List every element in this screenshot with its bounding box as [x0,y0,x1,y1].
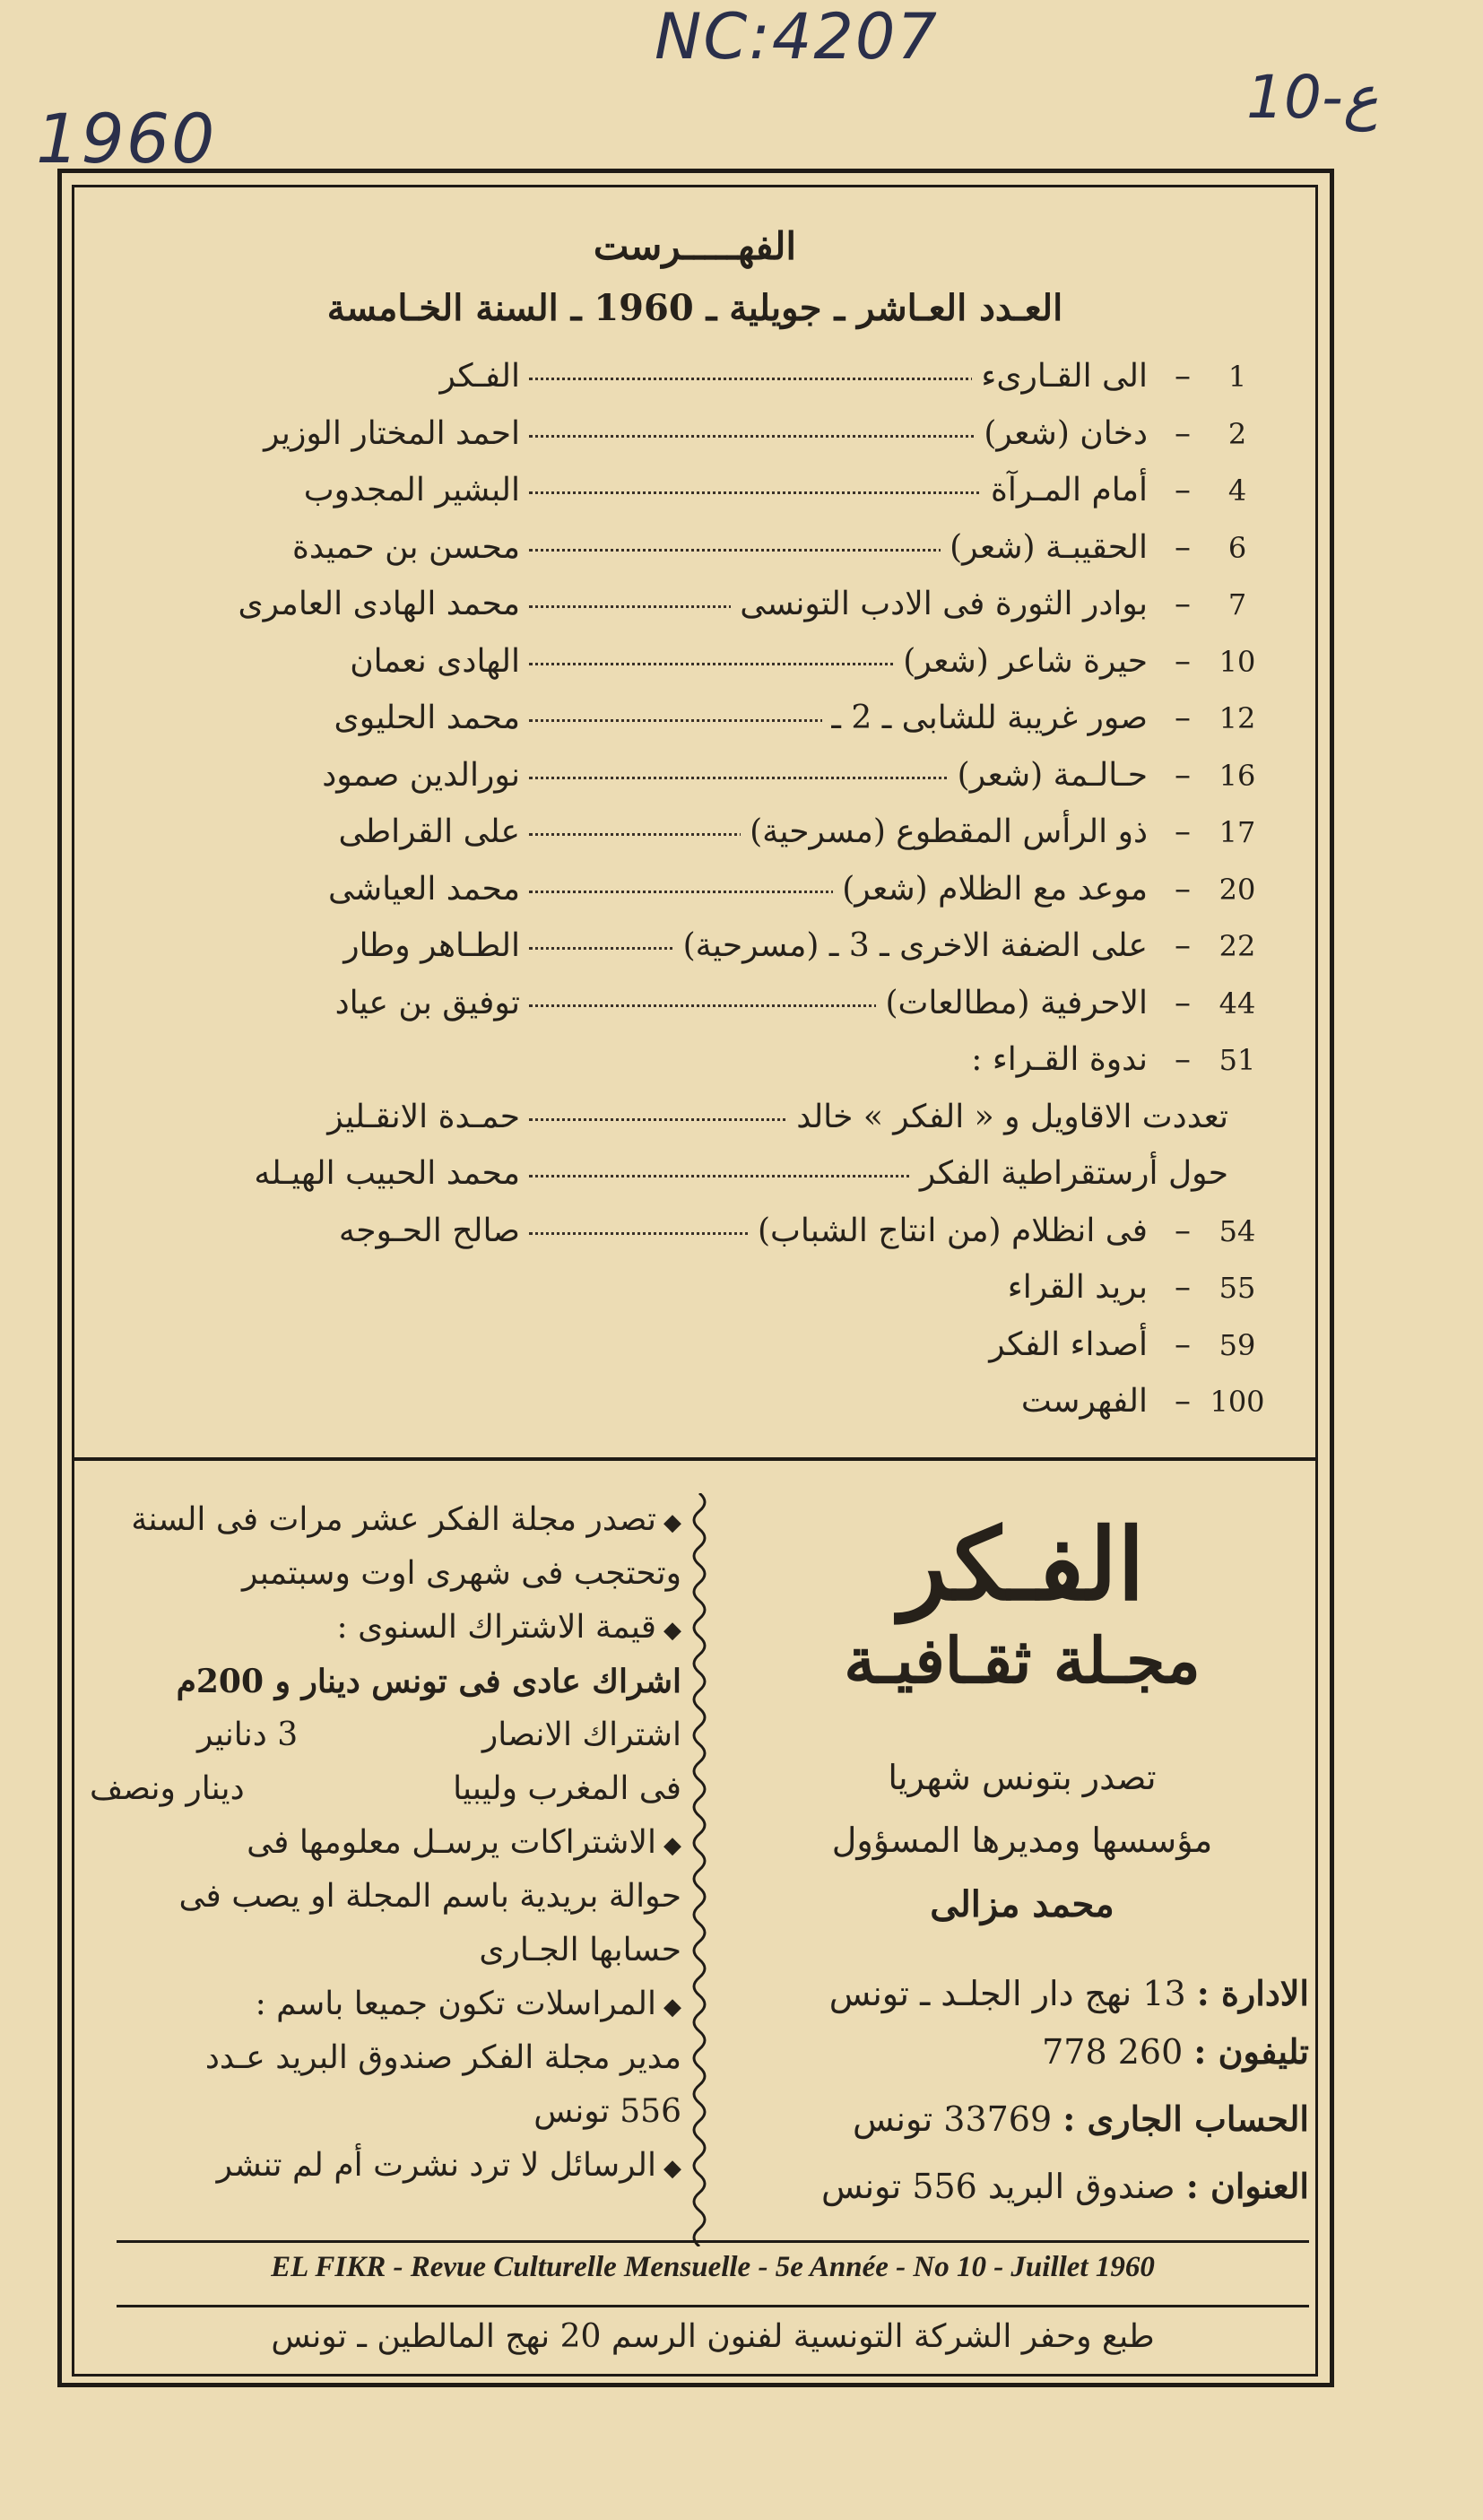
phone-value: 260 778 [1042,2032,1184,2072]
toc-entry [117,924,1282,981]
wavy-divider [681,1493,717,2246]
toc-page-number: 59 [1218,1327,1256,1362]
divider [72,1457,1318,1461]
toc-entry [117,526,1282,583]
toc-entry-author: الطـاهر وطار [343,927,520,964]
toc-dash: – [1175,1325,1191,1363]
toc-page-number: 4 [1227,474,1247,508]
account-value: 33769 تونس [852,2099,1053,2139]
toc-entry-title: بوادر الثورة فى الادب التونسى [731,586,1148,622]
toc-entry-title: ذو الرأس المقطوع (مسرحية) [741,813,1148,850]
account-line [717,2099,1309,2139]
price-row [90,1762,681,1816]
toc-page-number: 7 [1227,587,1247,621]
toc-entry-author: محمد الهادى العامرى [238,586,520,622]
diamond-icon: ◆ [663,1617,681,1644]
admin-value: 13 نهج دار الجلـد ـ تونس [828,1974,1186,2013]
toc-entry-title: على الضفة الاخرى ـ 3 ـ (مسرحية) [674,927,1148,964]
toc-entry [117,1323,1282,1380]
price-value: 3 دنانير [197,1716,299,1753]
toc-page-number: 22 [1218,929,1256,963]
note-line: ◆المراسلات تكون جميعا باسم : [255,1986,681,2022]
toc-page-number: 10 [1218,644,1256,679]
toc-entry-title: ندوة القـراء : [962,1041,1148,1078]
toc-entry [117,1151,1282,1209]
publication-frequency: تصدر بتونس شهريا [888,1758,1157,1797]
toc-dash: – [1175,1269,1191,1306]
toc-entry [117,1209,1282,1266]
toc-entry [117,696,1282,753]
toc-entry-title: تعددت الاقاويل و « الفكر » خالد [787,1099,1228,1135]
toc-entry [117,1379,1282,1437]
toc-page-number: 6 [1227,530,1247,565]
note-line: ◆الرسائل لا ترد نشرت أم لم تنشر [216,2147,681,2184]
printer-credit: طبع وحفر الشركة التونسية لفنون الرسم 20 نهج المالطين ـ تونس [271,2318,1155,2355]
toc-entry-title: الاحرفية (مطالعات) [876,985,1148,1021]
toc-entry-title: فى انظلام (من انتاج الشباب) [749,1212,1148,1249]
diamond-icon: ◆ [663,1832,681,1859]
toc-dash: – [1175,586,1191,622]
toc-dash: – [1175,528,1191,566]
address-value: صندوق البريد 556 تونس [821,2167,1175,2206]
address-line [717,2166,1309,2206]
toc-entry [117,639,1282,697]
toc-page-number: 55 [1218,1271,1256,1305]
phone-line [717,2031,1309,2072]
toc-entry-title: الى القـارىء [972,358,1148,395]
address-label: العنوان : [1185,2166,1309,2206]
toc-dash: – [1175,1041,1191,1078]
toc-dash: – [1175,414,1191,452]
note-line: ◆الاشتراكات يرسـل معلومها فى [247,1824,681,1861]
account-label: الحساب الجارى : [1062,2099,1309,2139]
toc-entry-author: صالح الحـوجه [338,1212,520,1249]
toc-page-number: 20 [1218,872,1256,907]
toc-entry-author: الهادى نعمان [350,642,520,680]
toc-entry-author: احمد المختار الوزير [264,414,520,452]
toc-entry-author: محمد الحليوى [334,700,520,736]
toc-entry [117,1265,1282,1323]
toc-page-number: 16 [1218,758,1256,793]
toc-page-number: 51 [1218,1043,1256,1077]
toc-entry-author: محمد العياشى [327,870,520,908]
toc-entry [117,582,1282,639]
divider [117,2305,1309,2307]
note-line: ◆قيمة الاشتراك السنوى : [336,1609,681,1646]
admin-line [717,1973,1309,2013]
toc-entry-title: حول أرستقراطية الفكر [911,1155,1228,1192]
magazine-title: الفـكر [899,1507,1145,1622]
toc-dash: – [1175,813,1191,850]
handwritten-year: 1960 [36,99,217,178]
price-label: اشتراك الانصار [481,1716,681,1753]
toc-page-number: 1 [1227,360,1247,394]
director-name: محمد مزالى [930,1883,1114,1925]
toc-entry-title: حيرة شاعر (شعر) [894,643,1148,680]
toc-dash: – [1175,927,1191,964]
toc-dash: – [1175,472,1191,508]
toc-dash: – [1175,358,1191,395]
toc-entry [117,412,1282,469]
toc-entry-author: توفيق بن عياد [334,984,520,1021]
note-line: وتحتجب فى شهرى اوت وسبتمبر [242,1555,681,1592]
toc-entry-title: دخان (شعر) [975,415,1148,452]
toc-entry-author: نورالدين صمود [322,756,520,794]
admin-label: الادارة : [1196,1973,1309,2013]
toc-dash: – [1175,642,1191,680]
toc-entry-author: محمد الحبيب الهيـله [254,1155,520,1192]
toc-page-number: 17 [1218,815,1256,849]
note-line: حسابها الجـارى [479,1932,681,1968]
note-line: اشراك عادى فى تونس دينار و 200م [176,1663,681,1700]
toc-entry-author: محسن بن حميدة [291,528,520,566]
phone-label: تليفون : [1193,2031,1309,2072]
note-line: حوالة بريدية باسم المجلة او يصب فى [178,1878,681,1915]
diamond-icon: ◆ [663,1994,681,2020]
price-value: دينار ونصف [90,1770,245,1807]
diamond-icon: ◆ [663,1509,681,1536]
toc-entry-title: الحقيبـة (شعر) [941,529,1148,566]
toc-page-number: 12 [1218,701,1256,735]
toc-page-number: 2 [1227,416,1247,451]
toc-page-number: 44 [1218,986,1256,1021]
note-line: مدير مجلة الفكر صندوق البريد عـدد [204,2039,681,2076]
toc-entry-author: البشير المجدوب [303,472,520,508]
toc-title: الفهـــــرست [593,224,797,268]
toc-entry-title: بريد القراء [999,1269,1148,1306]
toc-entry-title: الفهرست [1012,1383,1148,1420]
toc-dash: – [1175,984,1191,1021]
note-line: ◆تصدر مجلة الفكر عشر مرات فى السنة [131,1501,681,1538]
toc-dash: – [1175,1212,1191,1249]
toc-page-number: 54 [1218,1213,1256,1248]
toc-entry-author: على القراطى [338,813,520,850]
toc-entry-author: الفـكر [439,358,520,395]
toc-entry [117,981,1282,1038]
founder-label: مؤسسها ومديرها المسؤول [831,1820,1213,1860]
toc-entry-title: حـالـمة (شعر) [949,757,1148,794]
toc-dash: – [1175,1383,1191,1420]
toc-dash: – [1175,700,1191,736]
note-line: 556 تونس [533,2093,681,2130]
toc-entry [117,468,1282,526]
toc-entry-title: صور غريبة للشابى ـ 2 ـ [822,700,1148,736]
toc-entry [117,753,1282,811]
price-label: فى المغرب وليبيا [453,1770,681,1807]
toc-dash: – [1175,756,1191,794]
toc-entry [117,1038,1282,1095]
french-colophon: EL FIKR - Revue Culturelle Mensuelle - 5e Année - No 10 - Juillet 1960 [271,2251,1155,2283]
magazine-subtitle: مجـلة ثقـافيـة [844,1623,1201,1698]
toc-entry [117,1095,1282,1152]
toc-entry [117,810,1282,867]
toc-entry-author: حمـدة الانقـليز [327,1098,520,1135]
handwritten-catalog-number: NC:4207 [655,0,939,74]
handwritten-issue-code: 10-ع [1246,63,1379,132]
toc-dash: – [1175,870,1191,908]
toc-entry-title: أمام المـرآة [982,472,1148,508]
divider [117,2240,1309,2243]
toc-subtitle: العـدد العـاشر ـ جويلية ـ 1960 ـ السنة الخـامسة [326,287,1063,329]
toc-entry [117,867,1282,925]
toc-page-number: 100 [1210,1385,1265,1419]
diamond-icon: ◆ [663,2155,681,2182]
toc-list [117,354,1282,1437]
price-row [90,1708,681,1762]
toc-entry-title: أصداء الفكر [980,1326,1148,1363]
toc-entry-title: موعد مع الظلام (شعر) [833,871,1148,908]
toc-entry [117,354,1282,412]
subscription-notes [90,1493,681,2193]
